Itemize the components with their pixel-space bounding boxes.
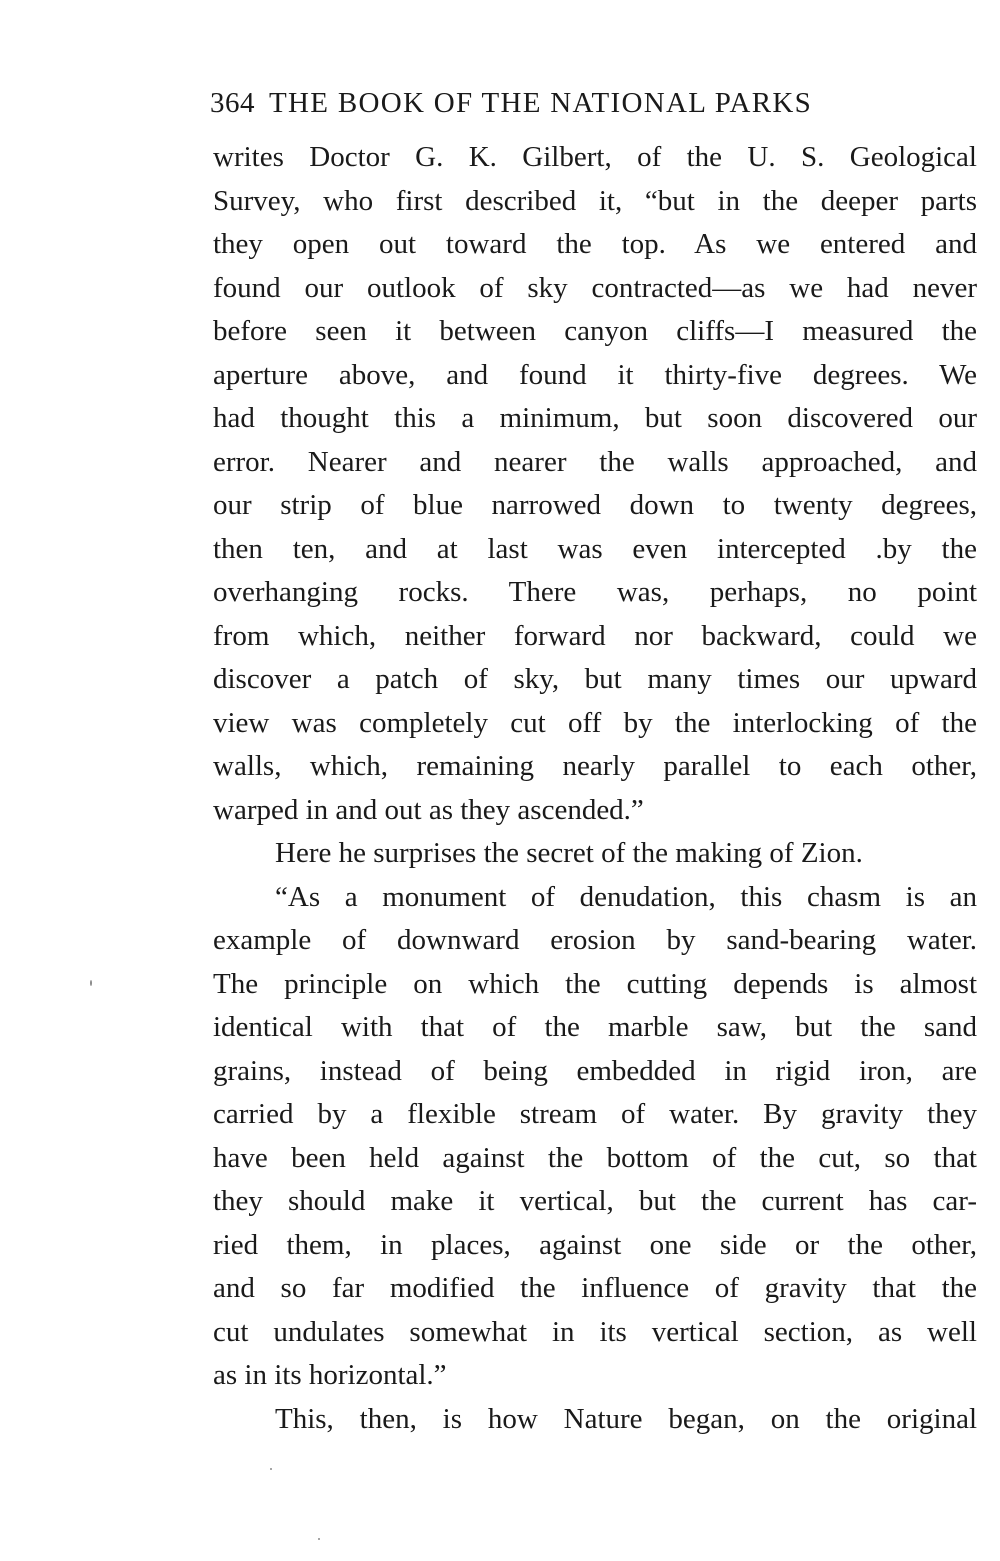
text-line: found our outlook of sky contracted—as we had never	[213, 271, 977, 304]
paragraph-end-line: warped in and out as they ascended.”	[213, 793, 644, 826]
text-line: walls, which, remaining nearly parallel to each other,	[213, 750, 977, 782]
paragraph-start-line: “As a monument of denudation, this chasm is an	[275, 880, 977, 913]
scan-speck	[90, 980, 92, 986]
text-line: have been held against the bottom of the cut, so that	[213, 1141, 977, 1174]
running-title: THE BOOK OF THE NATIONAL PARKS	[269, 87, 813, 119]
text-line: cut undulates somewhat in its vertical section, as well	[213, 1315, 977, 1348]
text-line: they open out toward the top. As we entered and	[213, 228, 977, 260]
text-line: they should make it vertical, but the current has car-	[213, 1185, 977, 1217]
paragraph-start-line: This, then, is how Nature began, on the original	[275, 1402, 977, 1435]
text-line: The principle on which the cutting depends is almost	[213, 967, 977, 1000]
text-line: example of downward erosion by sand-bearing water.	[213, 924, 977, 956]
text-line: from which, neither forward nor backward, could we	[213, 619, 977, 652]
text-line: overhanging rocks. There was, perhaps, no point	[213, 576, 977, 608]
text-line: identical with that of the marble saw, but the sand	[213, 1011, 977, 1043]
body-text	[213, 136, 977, 1441]
text-line: ried them, in places, against one side or the other,	[213, 1228, 977, 1261]
text-line: had thought this a minimum, but soon discovered our	[213, 402, 977, 434]
paragraph-end-line: as in its horizontal.”	[213, 1359, 447, 1391]
text-line: writes Doctor G. K. Gilbert, of the U. S. Geological	[213, 141, 977, 173]
text-line: view was completely cut off by the interlocking of the	[213, 706, 977, 739]
paragraph-line: Here he surprises the secret of the making of Zion.	[275, 837, 863, 869]
text-line: aperture above, and found it thirty-five degrees. We	[213, 358, 977, 391]
text-line: Survey, who first described it, “but in the deeper parts	[213, 184, 977, 217]
text-line: grains, instead of being embedded in rigid iron, are	[213, 1054, 977, 1087]
text-line: and so far modified the influence of gravity that the	[213, 1272, 977, 1304]
text-line: discover a patch of sky, but many times our upward	[213, 663, 977, 695]
running-head	[210, 80, 977, 126]
text-line: our strip of blue narrowed down to twenty degrees,	[213, 489, 977, 521]
scan-speck	[270, 1468, 272, 1470]
scan-speck	[318, 1538, 320, 1540]
page-number: 364	[210, 87, 255, 119]
text-line: error. Nearer and nearer the walls approached, and	[213, 445, 977, 478]
text-line: before seen it between canyon cliffs—I measured the	[213, 315, 977, 347]
text-line: then ten, and at last was even intercepted .by the	[213, 532, 977, 565]
text-line: carried by a flexible stream of water. By gravity they	[213, 1098, 977, 1130]
